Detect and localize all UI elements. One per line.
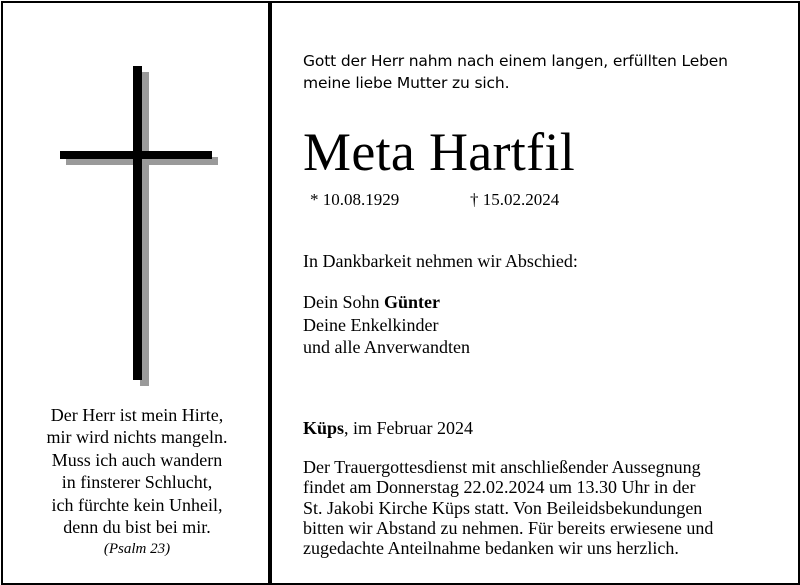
cross-horizontal (60, 151, 212, 159)
mourner-son (303, 291, 470, 314)
service-line: St. Jakobi Kirche Küps statt. Von Beileidsbekundungen (303, 497, 703, 518)
psalm-line: mir wird nichts mangeln. (46, 427, 228, 448)
deceased-name: Meta Hartfil (303, 122, 575, 182)
psalm-line: denn du bist bei mir. (63, 517, 211, 538)
service-line: Der Trauergottesdienst mit anschließender Aussegnung (303, 457, 701, 477)
birth-date: * 10.08.1929 (310, 190, 400, 209)
place-month: , im Februar 2024 (344, 418, 474, 438)
psalm-quote (10, 404, 264, 561)
intro-line: Gott der Herr nahm nach einem langen, erfüllten Leben (303, 52, 728, 70)
death-date: † 15.02.2024 (470, 190, 560, 209)
psalm-line: Der Herr ist mein Hirte, (50, 405, 224, 425)
mourners-list (303, 291, 470, 359)
mourner-line: Deine Enkelkinder (303, 314, 439, 335)
place-town: Küps (303, 418, 345, 438)
psalm-line: Muss ich auch wandern (51, 449, 223, 470)
service-line: bitten wir Abstand zu nehmen. Für bereits erwiesene und (303, 517, 714, 538)
mourner-line: und alle Anverwandten (303, 337, 470, 358)
place-date (303, 418, 473, 439)
son-prefix: Dein Sohn (303, 292, 384, 312)
service-line: zugedachte Anteilnahme bedanken wir uns herzlich. (303, 538, 679, 559)
intro-text (303, 50, 728, 94)
son-name: Günter (384, 292, 440, 312)
psalm-line: in finsterer Schlucht, (61, 472, 213, 493)
cross-icon (60, 66, 220, 386)
service-info (303, 457, 783, 558)
service-line: findet am Donnerstag 22.02.2024 um 13.30 Uhr in der (303, 477, 696, 498)
cross-vertical (133, 66, 142, 380)
psalm-reference: (Psalm 23) (103, 541, 171, 558)
column-divider (268, 1, 272, 585)
intro-line: meine liebe Mutter zu sich. (303, 74, 510, 92)
psalm-line: ich fürchte kein Unheil, (51, 494, 223, 515)
farewell-line: In Dankbarkeit nehmen wir Abschied: (303, 251, 578, 271)
